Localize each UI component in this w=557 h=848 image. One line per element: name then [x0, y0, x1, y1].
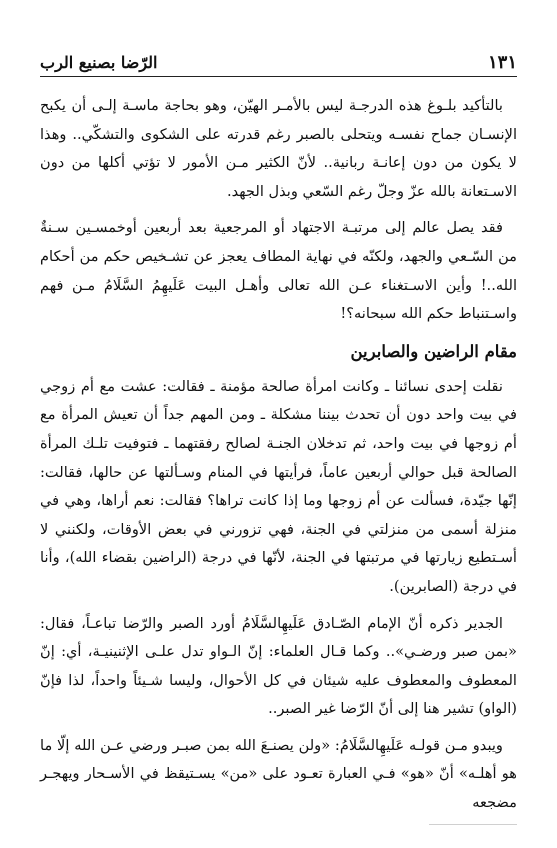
body-text — [40, 92, 517, 826]
page-number: ١٣١ — [487, 52, 517, 73]
paragraph: نقلت إحدى نسائنا ـ وكانت امرأة صالحة مؤمنة ـ فقالت: عشت مع أم زوجي في بيت واحد دون أن تحدث بيننا مشكلة ـ ومن المهم جداً أن تعيش المرأة مع أم زوجها في بيت واحد، ثم تدخلان الجنـة لصالح رفقتهما ـ فتوفيت تلـك المرأة الصالحة قبل حوالي أربعين عاماً، فرأيتها في المنام وسـألتها عن حالها، فقالت: إنّها جيّدة، فسألت عن أم زوجها وما إذا كانت تراها؟ فقالت: نعم أراها، وهي في منزلة أسمى من منزلتي في الجنة، فهي تزورني في بعض الأوقات، ولكنني لا أسـتطيع زيارتها في مرتبتها في الجنة، لأنّها في درجة (الراضين بقضاء الله)، وأنا في درجة (الصابرين). — [40, 377, 517, 595]
paragraph: بالتأكيد بلـوغ هذه الدرجـة ليس بالأمـر الهيّن، وهو بحاجة ماسـة إلـى أن يكبح الإنسـان جماح نفسـه ويتحلى بالصبر رغم قدرته على الشكوى والتشكّي.. وهذا لا يكون من دون إعانـة ربانية.. لأنّ الكثير مـن الأمور لا تؤتي أكلها من دون الاسـتعانة بالله عزّ وجلّ رغم السّعي وبذل الجهد. — [40, 97, 517, 200]
section-heading: مقام الراضين والصابرين — [350, 341, 517, 361]
paragraph: فقد يصل عالم إلى مرتبـة الاجتهاد أو المرجعية بعد أربعين أوخمسـين سـنةٌ من السّـعي والجهد، ولكنّه في نهاية المطاف يعجز عن تشـخيص حكم من أحكام الله..! وأين الاسـتغناء عـن الله تعالى وأهـل البيت عَلَيهِمُ السَّلَامُ مـن فهم واسـتنباط حكم الله سبحانه؟! — [40, 219, 517, 323]
bottom-rule — [429, 824, 517, 825]
page-header — [40, 44, 517, 77]
paragraph: الجدير ذكره أنّ الإمام الصّـادق عَلَيهِالسَّلَامُ أورد الصبر والرّضا تباعـاً، فقال: «بمن صبر ورضـي».. وكما قـال العلماء: إنّ الـواو تدل علـى الإثنينيـة، أي: إنّ المعطوف والمعطوف عليه شيئان في كل الأحوال، وليسا شـيئاً واحداً، لذا فإنّ (الواو) تشير هنا إلى أنّ الرّضا غير الصبر.. — [40, 614, 517, 718]
running-title: الرّضا بصنيع الرب — [40, 53, 158, 72]
paragraph: ويبدو مـن قولـه عَلَيهِالسَّلَامُ: «ولن يصنـعَ الله بمن صبـر ورضي عـن الله إلّا ما هو أهلـه» أنّ «هو» فـي العبارة تعـود على «من» يسـتيقظ في الأسـحار ويهجـر مضجعه — [40, 736, 517, 812]
